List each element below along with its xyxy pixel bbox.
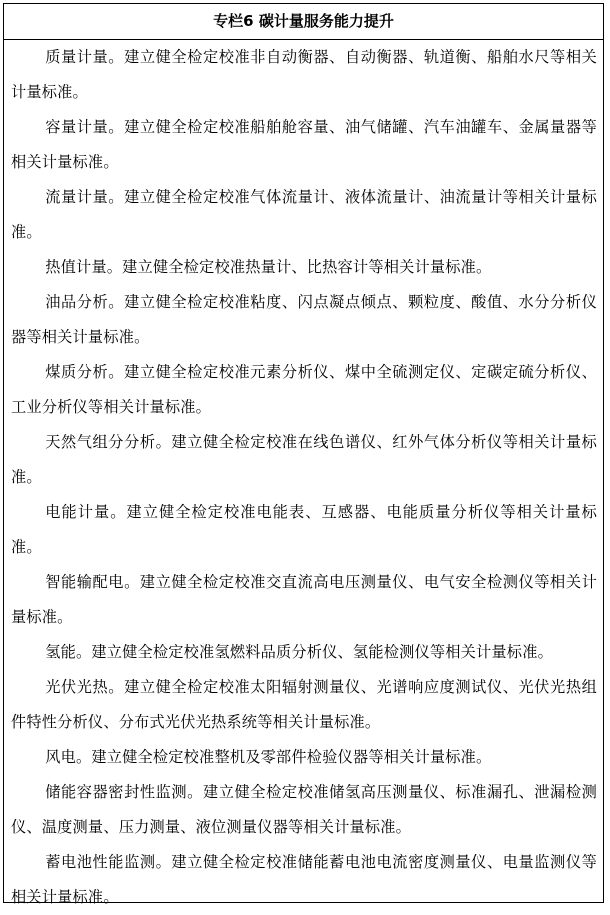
item-flow-metrology: 流量计量。建立健全检定校准气体流量计、液体流量计、油流量计等相关计量标准。 — [11, 188, 597, 241]
column-content — [4, 40, 603, 915]
item-coal-analysis: 煤质分析。建立健全检定校准元素分析仪、煤中全硫测定仪、定碳定硫分析仪、工业分析仪等相关计量标准。 — [11, 363, 597, 416]
column-title: 专栏6 碳计量服务能力提升 — [4, 4, 603, 40]
item-natural-gas-analysis: 天然气组分分析。建立健全检定校准在线色谱仪、红外气体分析仪等相关计量标准。 — [11, 433, 597, 486]
item-calorific-metrology: 热值计量。建立健全检定校准热量计、比热容计等相关计量标准。 — [45, 258, 492, 276]
item-oil-analysis: 油品分析。建立健全检定校准粘度、闪点凝点倾点、颗粒度、酸值、水分分析仪器等相关计量标准。 — [11, 293, 597, 346]
column-box — [3, 3, 604, 906]
item-photovoltaic: 光伏光热。建立健全检定校准太阳辐射测量仪、光谱响应度测试仪、光伏光热组件特性分析仪、分布式光伏光热系统等相关计量标准。 — [11, 678, 597, 731]
item-electric-energy-metrology: 电能计量。建立健全检定校准电能表、互感器、电能质量分析仪等相关计量标准。 — [11, 503, 597, 556]
item-battery-monitoring: 蓄电池性能监测。建立健全检定校准储能蓄电池电流密度测量仪、电量监测仪等相关计量标准。 — [11, 853, 597, 906]
item-mass-metrology: 质量计量。建立健全检定校准非自动衡器、自动衡器、轨道衡、船舶水尺等相关计量标准。 — [11, 48, 597, 101]
item-capacity-metrology: 容量计量。建立健全检定校准船舶舱容量、油气储罐、汽车油罐车、金属量器等相关计量标准。 — [11, 118, 597, 171]
item-storage-sealing: 储能容器密封性监测。建立健全检定校准储氢高压测量仪、标准漏孔、泄漏检测仪、温度测量、压力测量、液位测量仪器等相关计量标准。 — [11, 783, 597, 836]
item-smart-grid: 智能输配电。建立健全检定校准交直流高电压测量仪、电气安全检测仪等相关计量标准。 — [11, 573, 597, 626]
item-hydrogen: 氢能。建立健全检定校准氢燃料品质分析仪、氢能检测仪等相关计量标准。 — [45, 643, 553, 661]
item-wind-power: 风电。建立健全检定校准整机及零部件检验仪器等相关计量标准。 — [45, 748, 492, 766]
